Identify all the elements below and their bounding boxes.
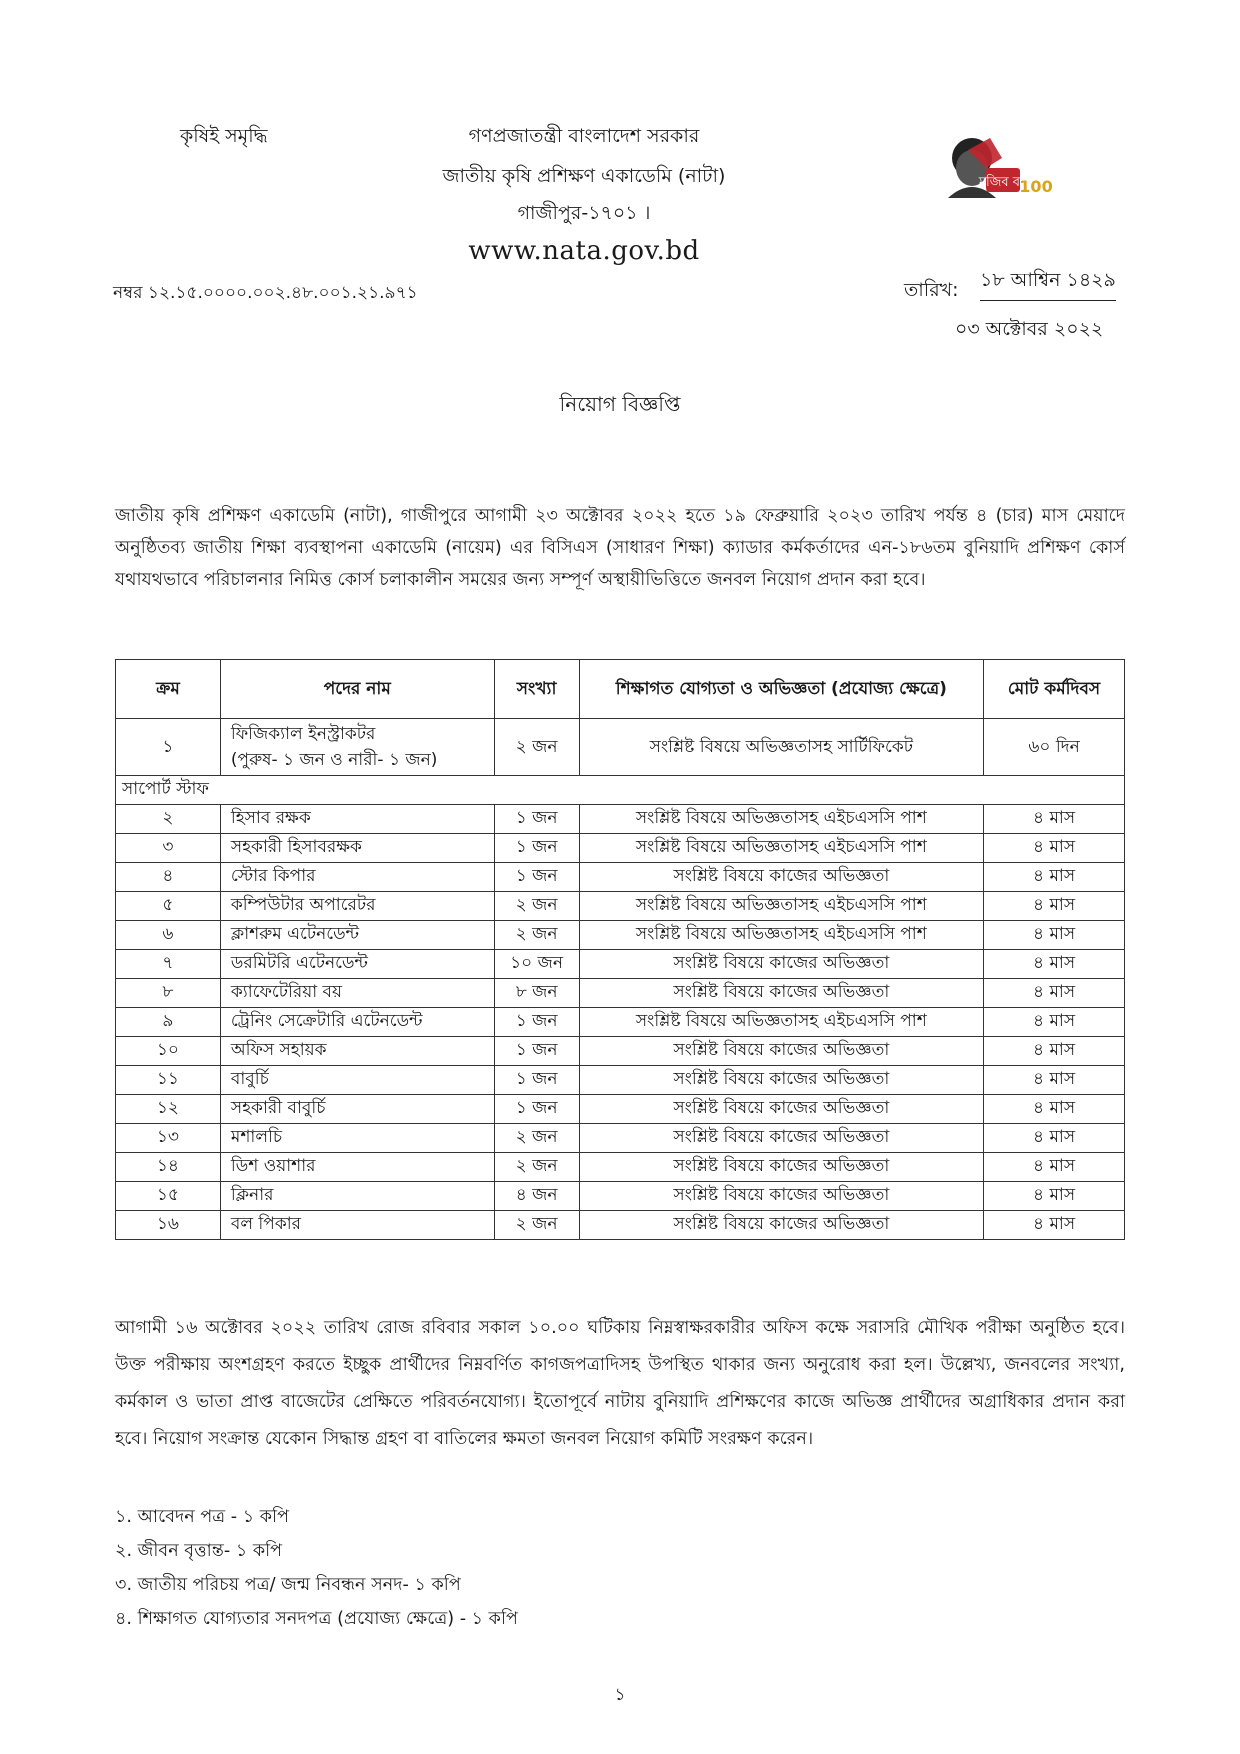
cell-count: ১ জন <box>494 1008 579 1037</box>
cell-qualification: সংশ্লিষ্ট বিষয়ে কাজের অভিজ্ঞতা <box>579 1037 984 1066</box>
cell-workdays: ৪ মাস <box>984 1182 1125 1211</box>
table-row <box>116 1211 1125 1240</box>
cell-qualification: সংশ্লিষ্ট বিষয়ে অভিজ্ঞতাসহ এইচএসসি পাশ <box>579 921 984 950</box>
list-item: ৩. জাতীয় পরিচয় পত্র/ জন্ম নিবন্ধন সনদ- ১ কপি <box>115 1575 461 1595</box>
required-documents-list <box>115 1500 518 1636</box>
group-label: সাপোর্ট স্টাফ <box>116 776 1125 805</box>
cell-count: ১০ জন <box>494 950 579 979</box>
cell-serial: ২ <box>116 805 221 834</box>
cell-count: ১ জন <box>494 805 579 834</box>
cell-count: ২ জন <box>494 1124 579 1153</box>
table-row <box>116 979 1125 1008</box>
cell-workdays: ৪ মাস <box>984 1095 1125 1124</box>
cell-serial: ৬ <box>116 921 221 950</box>
cell-count: ২ জন <box>494 892 579 921</box>
cell-workdays: ৪ মাস <box>984 1211 1125 1240</box>
table-row <box>116 950 1125 979</box>
table-header-row <box>116 660 1125 719</box>
cell-serial: ৪ <box>116 863 221 892</box>
cell-workdays: ৪ মাস <box>984 950 1125 979</box>
cell-qualification: সংশ্লিষ্ট বিষয়ে অভিজ্ঞতাসহ এইচএসসি পাশ <box>579 834 984 863</box>
cell-serial: ১১ <box>116 1066 221 1095</box>
table-row <box>116 719 1125 776</box>
cell-qualification: সংশ্লিষ্ট বিষয়ে কাজের অভিজ্ঞতা <box>579 950 984 979</box>
cell-serial: ১৪ <box>116 1153 221 1182</box>
cell-post: ক্লাশরুম এটেনডেন্ট <box>220 921 494 950</box>
cell-qualification: সংশ্লিষ্ট বিষয়ে অভিজ্ঞতাসহ এইচএসসি পাশ <box>579 805 984 834</box>
cell-qualification: সংশ্লিষ্ট বিষয়ে কাজের অভিজ্ঞতা <box>579 1211 984 1240</box>
list-item: ২. জীবন বৃত্তান্ত- ১ কপি <box>115 1541 283 1561</box>
cell-workdays: ৪ মাস <box>984 1124 1125 1153</box>
cell-post-line1: ফিজিক্যাল ইনস্ট্রাকটর <box>230 724 376 744</box>
cell-count: ৮ জন <box>494 979 579 1008</box>
cell-workdays: ৪ মাস <box>984 921 1125 950</box>
cell-serial: ৩ <box>116 834 221 863</box>
logo-mark: 100 <box>1019 177 1053 196</box>
cell-qualification: সংশ্লিষ্ট বিষয়ে কাজের অভিজ্ঞতা <box>579 1182 984 1211</box>
cell-serial: ১০ <box>116 1037 221 1066</box>
list-item: ৪. শিক্ষাগত যোগ্যতার সনদপত্র (প্রযোজ্য ক্ষেত্রে) - ১ কপি <box>115 1609 518 1629</box>
cell-qualification: সংশ্লিষ্ট বিষয়ে কাজের অভিজ্ঞতা <box>579 1124 984 1153</box>
cell-post <box>220 719 494 776</box>
cell-qualification: সংশ্লিষ্ট বিষয়ে অভিজ্ঞতাসহ এইচএসসি পাশ <box>579 1008 984 1037</box>
cell-post: হিসাব রক্ষক <box>220 805 494 834</box>
cell-count: ১ জন <box>494 1066 579 1095</box>
table-row <box>116 805 1125 834</box>
website[interactable]: www.nata.gov.bd <box>468 236 700 266</box>
cell-count: ১ জন <box>494 834 579 863</box>
cell-workdays: ৪ মাস <box>984 1008 1125 1037</box>
table-row <box>116 1182 1125 1211</box>
portrait-logo-icon <box>930 128 1060 218</box>
cell-post: সহকারী বাবুর্চি <box>220 1095 494 1124</box>
page-number: ১ <box>614 1685 626 1705</box>
cell-serial: ৫ <box>116 892 221 921</box>
cell-post: ডিশ ওয়াশার <box>220 1153 494 1182</box>
cell-serial: ৮ <box>116 979 221 1008</box>
org-address: গাজীপুর-১৭০১ । <box>517 202 651 224</box>
table-row <box>116 921 1125 950</box>
cell-serial: ১৫ <box>116 1182 221 1211</box>
notice-title: নিয়োগ বিজ্ঞপ্তি <box>559 392 681 416</box>
cell-post-line2: (পুরুষ- ১ জন ও নারী- ১ জন) <box>230 750 438 770</box>
cell-count: ২ জন <box>494 1153 579 1182</box>
table-row <box>116 863 1125 892</box>
date-english: ০৩ অক্টোবর ২০২২ <box>955 318 1104 340</box>
cell-qualification: সংশ্লিষ্ট বিষয়ে অভিজ্ঞতাসহ সার্টিফিকেট <box>579 719 984 776</box>
header-qualification: শিক্ষাগত যোগ্যতা ও অভিজ্ঞতা (প্রযোজ্য ক্ষেত্রে) <box>579 660 984 719</box>
cell-workdays: ৪ মাস <box>984 863 1125 892</box>
list-item: ১. আবেদন পত্র - ১ কপি <box>115 1507 290 1527</box>
cell-post: স্টোর কিপার <box>220 863 494 892</box>
cell-qualification: সংশ্লিষ্ট বিষয়ে কাজের অভিজ্ঞতা <box>579 863 984 892</box>
cell-count: ১ জন <box>494 1037 579 1066</box>
cell-qualification: সংশ্লিষ্ট বিষয়ে কাজের অভিজ্ঞতা <box>579 1153 984 1182</box>
vacancy-table <box>115 659 1125 1240</box>
cell-serial: ১ <box>116 719 221 776</box>
intro-paragraph: জাতীয় কৃষি প্রশিক্ষণ একাডেমি (নাটা), গাজীপুরে আগামী ২৩ অক্টোবর ২০২২ হতে ১৯ ফেব্রুয়ারি ২০২৩ তারিখ পর্যন্ত ৪ (চার) মাস মেয়াদে অনুষ্ঠিতব্য জাতীয় শিক্ষা ব্যবস্থাপনা একাডেমি (নায়েম) এর বিসিএস (সাধারণ শিক্ষা) ক্যাডার কর্মকর্তাদের এন-১৮৬তম বুনিয়াদি প্রশিক্ষণ কোর্স যথাযথভাবে পরিচালনার নিমিত্ত কোর্স চলাকালীন সময়ের জন্য সম্পূর্ণ অস্থায়ীভিত্তিতে জনবল নিয়োগ প্রদান করা হবে। <box>115 506 1125 590</box>
cell-qualification: সংশ্লিষ্ট বিষয়ে কাজের অভিজ্ঞতা <box>579 1066 984 1095</box>
cell-serial: ৭ <box>116 950 221 979</box>
cell-workdays: ৪ মাস <box>984 805 1125 834</box>
cell-count: ১ জন <box>494 1095 579 1124</box>
cell-count: ২ জন <box>494 719 579 776</box>
cell-workdays: ৪ মাস <box>984 1066 1125 1095</box>
logo-text: মুজিব বর্ষ <box>978 175 1028 190</box>
cell-count: ১ জন <box>494 863 579 892</box>
slogan: কৃষিই সমৃদ্ধি <box>180 125 268 147</box>
cell-serial: ১৬ <box>116 1211 221 1240</box>
table-row <box>116 892 1125 921</box>
cell-workdays: ৪ মাস <box>984 1037 1125 1066</box>
table-row <box>116 1008 1125 1037</box>
memo-number: নম্বর ১২.১৫.০০০০.০০২.৪৮.০০১.২১.৯৭১ <box>113 283 418 303</box>
cell-post: বল পিকার <box>220 1211 494 1240</box>
cell-post: ক্যাফেটেরিয়া বয় <box>220 979 494 1008</box>
cell-workdays: ৪ মাস <box>984 1153 1125 1182</box>
cell-qualification: সংশ্লিষ্ট বিষয়ে অভিজ্ঞতাসহ এইচএসসি পাশ <box>579 892 984 921</box>
table-row <box>116 834 1125 863</box>
cell-post: ট্রেনিং সেক্রেটারি এটেনডেন্ট <box>220 1008 494 1037</box>
cell-serial: ১২ <box>116 1095 221 1124</box>
cell-post: ডরমিটরি এটেনডেন্ট <box>220 950 494 979</box>
header-workdays: মোট কর্মদিবস <box>984 660 1125 719</box>
table-row <box>116 1153 1125 1182</box>
table-row <box>116 1066 1125 1095</box>
date-bangla: ১৮ আশ্বিন ১৪২৯ <box>980 266 1116 301</box>
cell-count: ৪ জন <box>494 1182 579 1211</box>
instructions-paragraph: আগামী ১৬ অক্টোবর ২০২২ তারিখ রোজ রবিবার সকাল ১০.০০ ঘটিকায় নিম্নস্বাক্ষরকারীর অফিস কক্ষে সরাসরি মৌখিক পরীক্ষা অনুষ্ঠিত হবে। উক্ত পরীক্ষায় অংশগ্রহণ করতে ইচ্ছুক প্রার্থীদের নিম্নবর্ণিত কাগজপত্রাদিসহ উপস্থিত থাকার জন্য অনুরোধ করা হল। উল্লেখ্য, জনবলের সংখ্যা, কর্মকাল ও ভাতা প্রাপ্ত বাজেটের প্রেক্ষিতে পরিবর্তনযোগ্য। ইতোপূর্বে নাটায় বুনিয়াদি প্রশিক্ষণের কাজে অভিজ্ঞ প্রার্থীদের অগ্রাধিকার প্রদান করা হবে। নিয়োগ সংক্রান্ত যেকোন সিদ্ধান্ত গ্রহণ বা বাতিলের ক্ষমতা জনবল নিয়োগ কমিটি সংরক্ষণ করেন। <box>115 1318 1125 1449</box>
cell-post: ক্লিনার <box>220 1182 494 1211</box>
header-post: পদের নাম <box>220 660 494 719</box>
cell-serial: ১৩ <box>116 1124 221 1153</box>
cell-qualification: সংশ্লিষ্ট বিষয়ে কাজের অভিজ্ঞতা <box>579 979 984 1008</box>
cell-post: অফিস সহায়ক <box>220 1037 494 1066</box>
table-group-row <box>116 776 1125 805</box>
table-row <box>116 1124 1125 1153</box>
cell-post: সহকারী হিসাবরক্ষক <box>220 834 494 863</box>
cell-post: মশালচি <box>220 1124 494 1153</box>
cell-count: ২ জন <box>494 1211 579 1240</box>
cell-workdays: ৬০ দিন <box>984 719 1125 776</box>
cell-post: বাবুর্চি <box>220 1066 494 1095</box>
mujib-borsho-logo <box>930 128 1060 218</box>
header-count: সংখ্যা <box>494 660 579 719</box>
date-label: তারিখ: <box>904 279 959 301</box>
header-serial: ক্রম <box>116 660 221 719</box>
cell-workdays: ৪ মাস <box>984 979 1125 1008</box>
org-name: জাতীয় কৃষি প্রশিক্ষণ একাডেমি (নাটা) <box>442 165 726 187</box>
cell-workdays: ৪ মাস <box>984 892 1125 921</box>
table-row <box>116 1095 1125 1124</box>
cell-count: ২ জন <box>494 921 579 950</box>
govt-name: গণপ্রজাতন্ত্রী বাংলাদেশ সরকার <box>468 125 700 147</box>
cell-workdays: ৪ মাস <box>984 834 1125 863</box>
cell-qualification: সংশ্লিষ্ট বিষয়ে কাজের অভিজ্ঞতা <box>579 1095 984 1124</box>
cell-serial: ৯ <box>116 1008 221 1037</box>
cell-post: কম্পিউটার অপারেটর <box>220 892 494 921</box>
table-row <box>116 1037 1125 1066</box>
